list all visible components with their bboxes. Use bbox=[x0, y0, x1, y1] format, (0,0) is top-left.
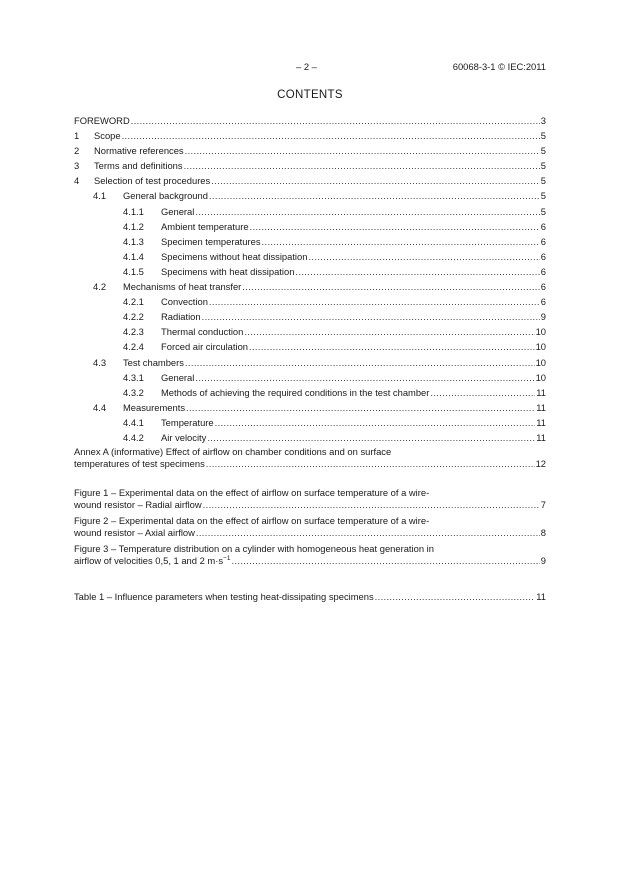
toc-leader-dots bbox=[308, 249, 539, 264]
toc-entry-4-4-2[interactable] bbox=[74, 430, 546, 445]
toc-entry-4-4[interactable] bbox=[74, 400, 546, 415]
toc-leader-dots bbox=[202, 309, 540, 324]
toc-entry-title: FOREWORD bbox=[74, 115, 130, 126]
toc-entry-4-3[interactable] bbox=[74, 355, 546, 370]
toc-entry-title: Thermal conduction bbox=[161, 326, 244, 338]
toc-entry-number: 4 bbox=[74, 175, 80, 187]
toc-entry-normative-references[interactable] bbox=[74, 143, 546, 158]
toc-entry-terms-and-definitions[interactable] bbox=[74, 158, 546, 173]
toc-entry-title: Test chambers bbox=[123, 356, 184, 368]
figure-page: 7 bbox=[540, 499, 546, 511]
toc-entry-selection-of-test-procedures[interactable] bbox=[74, 173, 546, 188]
toc-entry-4-3-2[interactable] bbox=[74, 385, 546, 400]
toc-entry-annex-a[interactable] bbox=[74, 446, 546, 471]
figure-title-line1: Figure 1 – Experimental data on the effect of airflow on surface temperature of a wire- bbox=[74, 486, 430, 498]
toc-leader-dots bbox=[249, 339, 535, 354]
toc-entry-page: 5 bbox=[540, 130, 546, 142]
toc-entry-title: Measurements bbox=[123, 401, 186, 413]
toc-leader-dots bbox=[206, 458, 535, 470]
toc-entry-4-2-1[interactable] bbox=[74, 294, 546, 309]
toc-entry-number: 4.1.3 bbox=[123, 235, 144, 247]
table-page: 11 bbox=[536, 591, 546, 603]
toc-entry-title: General background bbox=[123, 190, 208, 202]
toc-leader-dots bbox=[242, 279, 539, 294]
toc-leader-dots bbox=[184, 158, 540, 173]
toc-entry-title: Terms and definitions bbox=[94, 160, 183, 172]
toc-entry-number: 3 bbox=[74, 160, 80, 172]
toc-entry-page: 11 bbox=[536, 416, 546, 428]
toc-entry-4-1-1[interactable] bbox=[74, 204, 546, 219]
toc-leader-dots bbox=[131, 113, 540, 128]
toc-entry-number: 4.1.2 bbox=[123, 220, 144, 232]
toc-entry-number: 4.4.2 bbox=[123, 431, 144, 443]
figure-superscript: −1 bbox=[223, 554, 231, 562]
toc-leader-dots bbox=[207, 430, 535, 445]
toc-leader-dots bbox=[430, 385, 535, 400]
toc-entry-title: General bbox=[161, 371, 195, 383]
annex-title-line2: temperatures of test specimens bbox=[74, 458, 205, 470]
toc-entry-page: 10 bbox=[535, 326, 546, 338]
toc-leader-dots bbox=[375, 589, 536, 604]
document-reference: 60068-3-1 © IEC:2011 bbox=[452, 61, 546, 72]
toc-entry-title: Methods of achieving the required conditions in the test chamber bbox=[161, 386, 430, 398]
toc-entry-4-2[interactable] bbox=[74, 279, 546, 294]
toc-entry-title: Selection of test procedures bbox=[94, 175, 211, 187]
toc-entry-title: Radiation bbox=[161, 311, 201, 323]
toc-entry-title: Forced air circulation bbox=[161, 341, 249, 353]
figure-title-line2: wound resistor – Axial airflow bbox=[74, 527, 195, 539]
toc-leader-dots bbox=[262, 234, 540, 249]
toc-entry-page: 6 bbox=[540, 235, 546, 247]
toc-leader-dots bbox=[295, 264, 539, 279]
toc-entry-title: Normative references bbox=[94, 145, 184, 157]
toc-entry-number: 4.4 bbox=[93, 401, 107, 413]
figure-title-line1: Figure 3 – Temperature distribution on a cylinder with homogeneous heat generation in bbox=[74, 542, 434, 554]
toc-entry-title: Mechanisms of heat transfer bbox=[123, 281, 242, 293]
figure-title-line2 bbox=[74, 555, 230, 567]
toc-entry-page: 11 bbox=[536, 386, 546, 398]
toc-entry-number: 4.1.4 bbox=[123, 250, 144, 262]
toc-leader-dots bbox=[195, 370, 534, 385]
toc-entry-page: 6 bbox=[540, 281, 546, 293]
toc-entry-title: Temperature bbox=[161, 416, 214, 428]
toc-entry-number: 4.3 bbox=[93, 356, 107, 368]
toc-entry-page: 6 bbox=[540, 296, 546, 308]
annex-title-line1: Annex A (informative) Effect of airflow on chamber conditions and on surface bbox=[74, 446, 392, 458]
figure-entry-2[interactable] bbox=[74, 515, 546, 540]
toc-entry-page: 5 bbox=[540, 205, 546, 217]
toc-entry-page: 10 bbox=[535, 341, 546, 353]
table-entry-1[interactable] bbox=[74, 589, 546, 604]
figure-entry-3[interactable] bbox=[74, 543, 546, 568]
toc-entry-4-2-3[interactable] bbox=[74, 324, 546, 339]
figure-page: 8 bbox=[540, 527, 546, 539]
toc-entry-4-1[interactable] bbox=[74, 188, 546, 203]
toc-entry-title: Convection bbox=[161, 296, 208, 308]
toc-entry-number: 4.2.3 bbox=[123, 326, 144, 338]
toc-entry-number: 4.1 bbox=[93, 190, 107, 202]
toc-entry-title: Scope bbox=[94, 130, 121, 142]
toc-entry-number: 1 bbox=[74, 130, 80, 142]
toc-entry-page: 5 bbox=[540, 190, 546, 202]
toc-leader-dots bbox=[185, 143, 540, 158]
toc-entry-page: 5 bbox=[540, 145, 546, 157]
toc-leader-dots bbox=[250, 219, 540, 234]
toc-leader-dots bbox=[122, 128, 540, 143]
toc-entry-number: 4.2.2 bbox=[123, 311, 144, 323]
toc-entry-number: 4.2.1 bbox=[123, 296, 144, 308]
toc-entry-number: 4.4.1 bbox=[123, 416, 144, 428]
page-number: – 2 – bbox=[296, 61, 317, 72]
toc-entry-number: 4.2.4 bbox=[123, 341, 144, 353]
table-title: Table 1 – Influence parameters when testing heat-dissipating specimens bbox=[74, 591, 374, 603]
toc-entry-title: General bbox=[161, 205, 195, 217]
contents-title: CONTENTS bbox=[277, 89, 343, 101]
toc-entry-4-2-2[interactable] bbox=[74, 309, 546, 324]
toc-entry-scope[interactable] bbox=[74, 128, 546, 143]
toc-entry-4-1-4[interactable] bbox=[74, 249, 546, 264]
annex-page: 12 bbox=[535, 458, 546, 470]
toc-entry-page: 5 bbox=[540, 160, 546, 172]
list-of-tables bbox=[74, 589, 546, 604]
toc-entry-4-2-4[interactable] bbox=[74, 339, 546, 354]
toc-entry-number: 4.2 bbox=[93, 281, 107, 293]
figure-title-line2: wound resistor – Radial airflow bbox=[74, 499, 202, 511]
toc-entry-number: 4.3.2 bbox=[123, 386, 144, 398]
figure-title-line2-text: airflow of velocities 0,5, 1 and 2 m·s bbox=[74, 554, 224, 566]
toc-leader-dots bbox=[209, 294, 540, 309]
page-header bbox=[0, 61, 620, 75]
toc-entry-foreword[interactable] bbox=[74, 113, 546, 128]
figure-entry-1[interactable] bbox=[74, 487, 546, 512]
toc-entry-4-1-3[interactable] bbox=[74, 234, 546, 249]
toc-entry-page: 11 bbox=[536, 401, 546, 413]
toc-leader-dots bbox=[196, 527, 540, 539]
toc-entry-title: Ambient temperature bbox=[161, 220, 249, 232]
toc-entry-number: 2 bbox=[74, 145, 80, 157]
toc-entry-4-1-5[interactable] bbox=[74, 264, 546, 279]
toc-entry-4-1-2[interactable] bbox=[74, 219, 546, 234]
toc-leader-dots bbox=[185, 355, 535, 370]
toc-entry-number: 4.1.5 bbox=[123, 265, 144, 277]
toc-entry-page: 11 bbox=[536, 431, 546, 443]
toc-leader-dots bbox=[186, 400, 535, 415]
toc-entry-title: Specimens with heat dissipation bbox=[161, 265, 295, 277]
toc-entry-title: Specimen temperatures bbox=[161, 235, 261, 247]
toc-entry-4-4-1[interactable] bbox=[74, 415, 546, 430]
toc-entry-page: 3 bbox=[540, 115, 546, 126]
toc-entry-page: 10 bbox=[535, 356, 546, 368]
toc-leader-dots bbox=[215, 415, 536, 430]
toc-leader-dots bbox=[203, 499, 540, 511]
toc-entry-number: 4.3.1 bbox=[123, 371, 144, 383]
toc-leader-dots bbox=[211, 173, 540, 188]
toc-entry-4-3-1[interactable] bbox=[74, 370, 546, 385]
toc-leader-dots bbox=[195, 204, 539, 219]
figure-page: 9 bbox=[540, 554, 546, 566]
toc-entry-title: Specimens without heat dissipation bbox=[161, 250, 308, 262]
toc-entry-page: 5 bbox=[540, 175, 546, 187]
toc-entry-number: 4.1.1 bbox=[123, 205, 144, 217]
toc-entry-page: 6 bbox=[540, 265, 546, 277]
toc-entry-page: 10 bbox=[535, 371, 546, 383]
toc-entry-page: 6 bbox=[540, 250, 546, 262]
toc-entry-page: 9 bbox=[540, 311, 546, 323]
toc-leader-dots bbox=[231, 555, 539, 567]
toc-entry-title: Air velocity bbox=[161, 431, 207, 443]
table-of-contents bbox=[74, 113, 546, 604]
list-of-figures bbox=[74, 487, 546, 567]
toc-entry-page: 6 bbox=[540, 220, 546, 232]
figure-title-line1: Figure 2 – Experimental data on the effect of airflow on surface temperature of a wire- bbox=[74, 514, 430, 526]
toc-leader-dots bbox=[244, 324, 534, 339]
toc-leader-dots bbox=[209, 188, 540, 203]
